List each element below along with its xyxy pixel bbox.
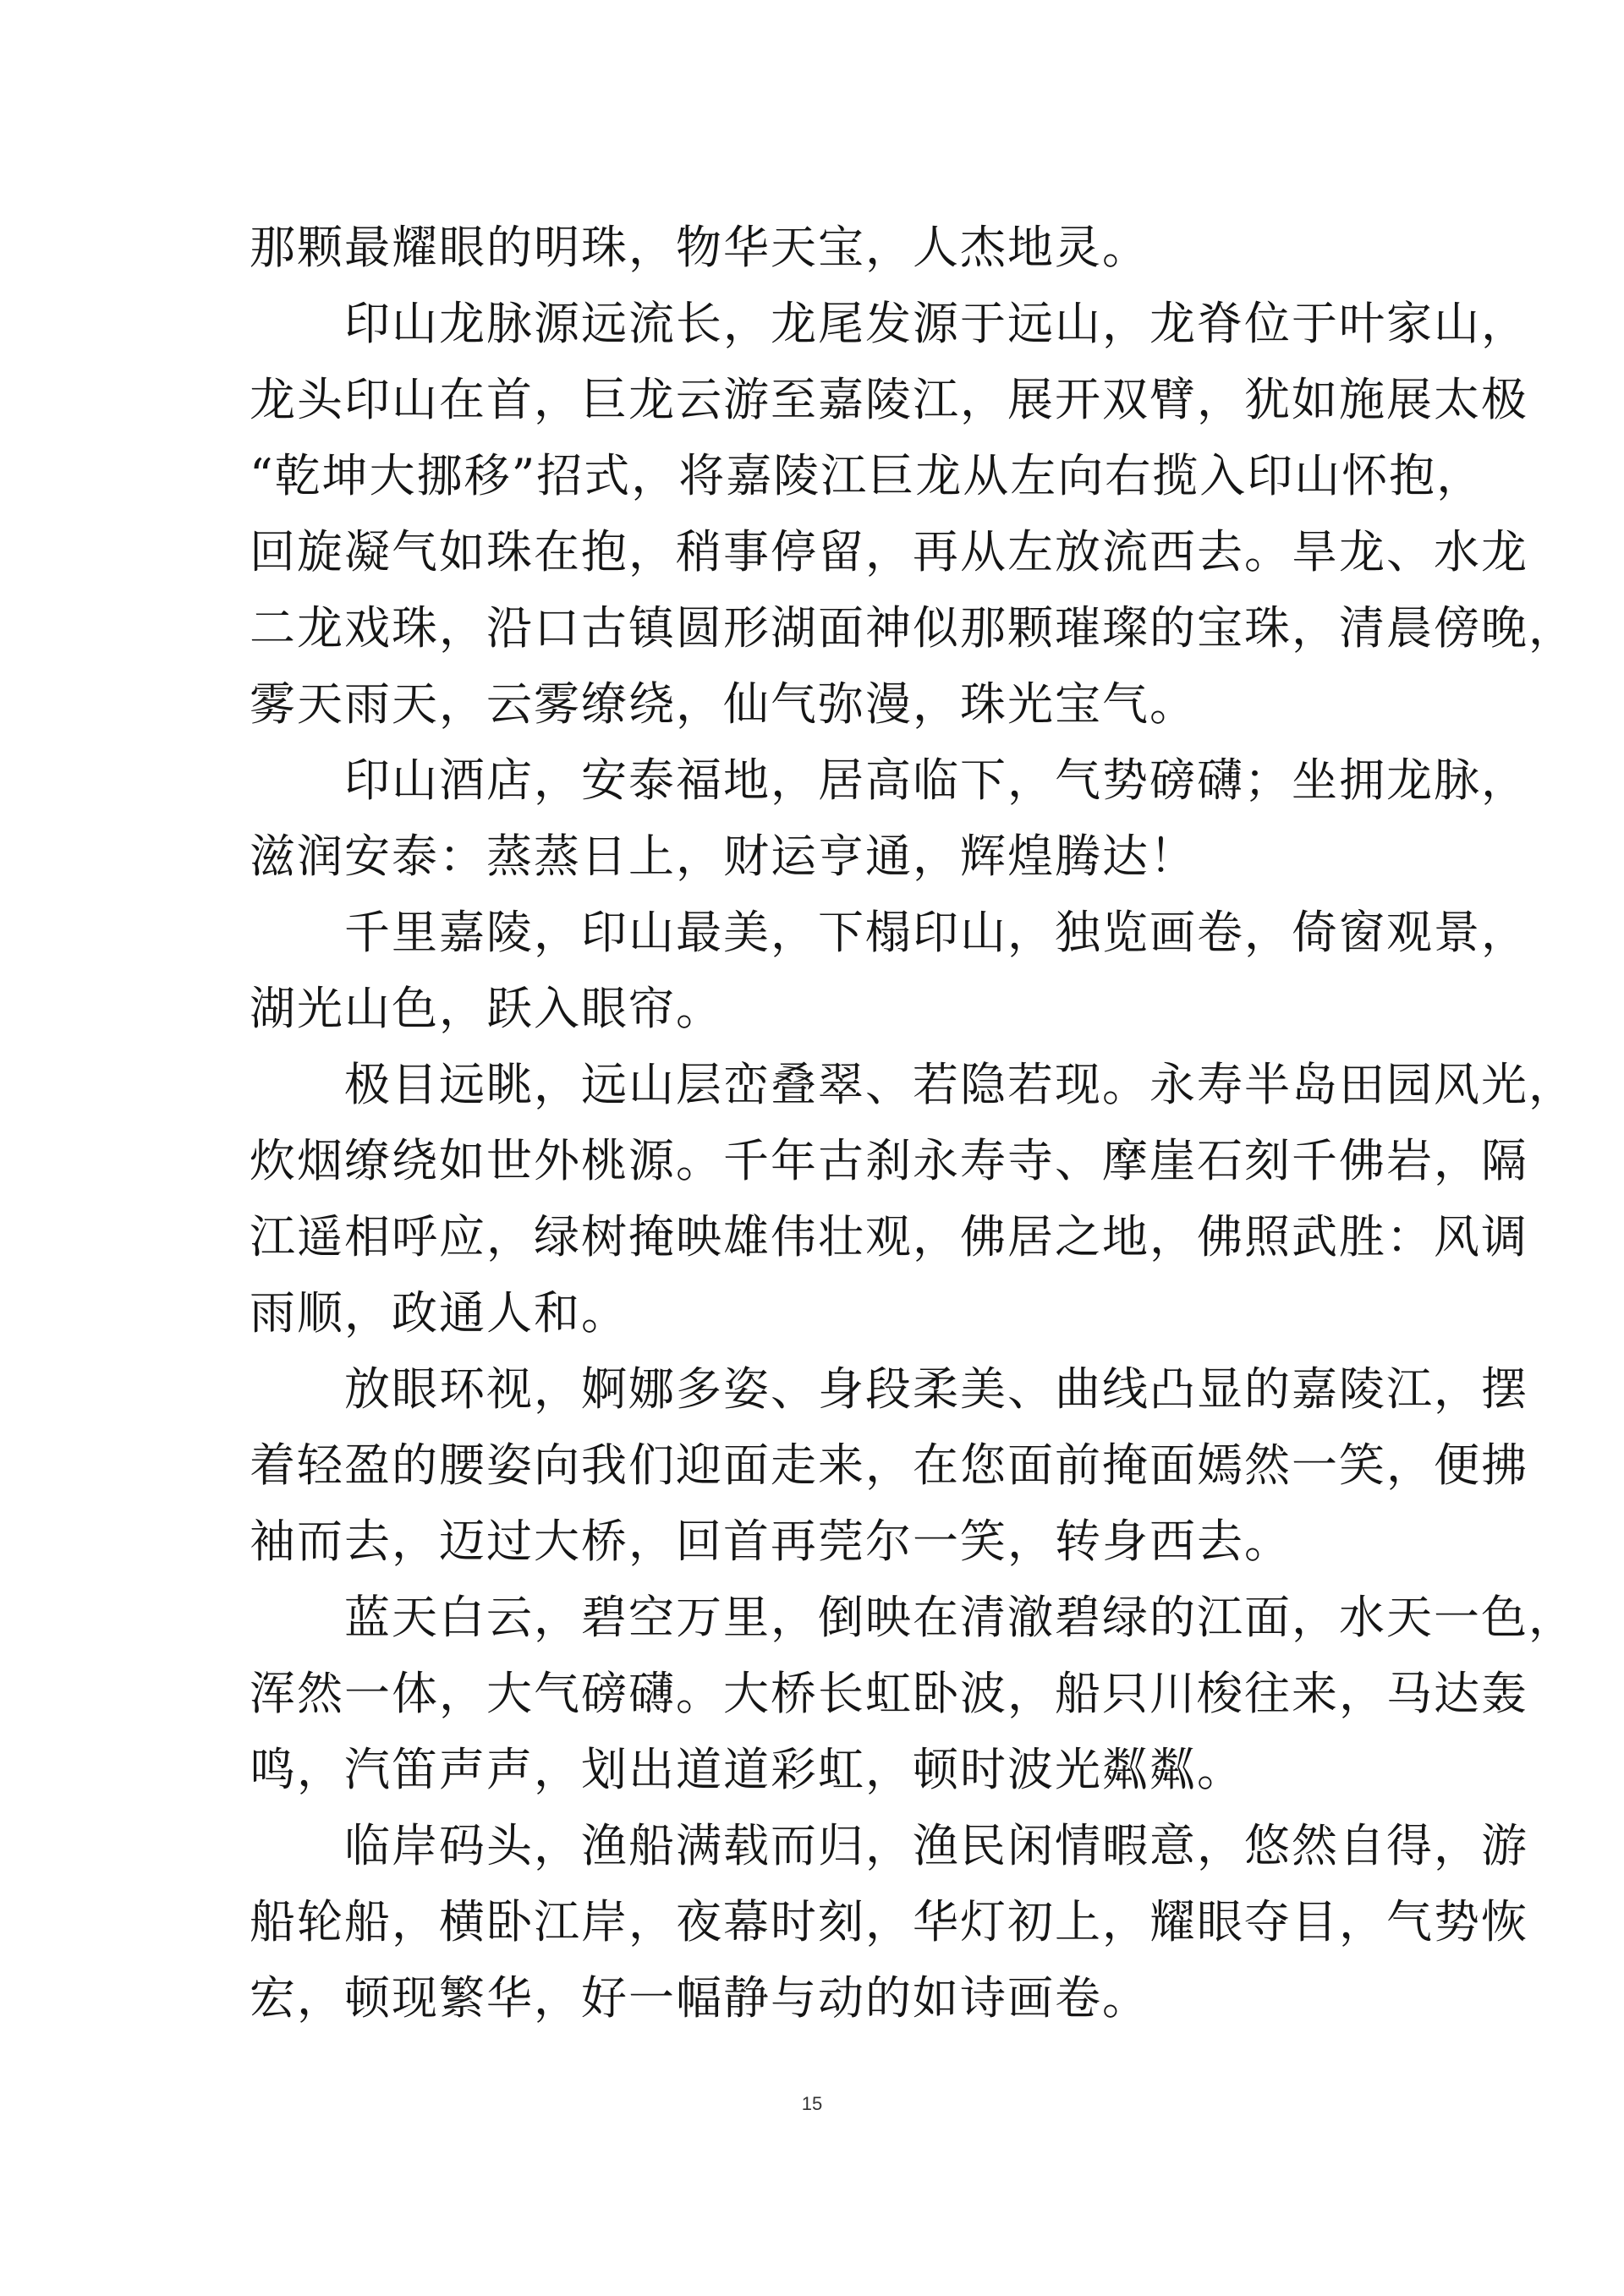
text-line: “乾坤大挪移”招式，将嘉陵江巨龙从左向右揽入印山怀抱， (250, 449, 1484, 502)
text-line: 鸣，汽笛声声，划出道道彩虹，顿时波光粼粼。 (250, 1743, 1244, 1796)
text-line: 二龙戏珠，沿口古镇圆形湖面神似那颗璀璨的宝珠，清晨傍晚， (250, 601, 1576, 655)
text-line: 雾天雨天，云雾缭绕，仙气弥漫，珠光宝气。 (250, 677, 1197, 731)
text-line: 那颗最耀眼的明珠，物华天宝，人杰地灵。 (250, 221, 1149, 274)
text-line: 船轮船，横卧江岸，夜幕时刻，华灯初上，耀眼夺目，气势恢 (250, 1895, 1528, 1948)
body-text (250, 210, 1576, 2036)
paragraph-first-line: 蓝天白云，碧空万里，倒映在清澈碧绿的江面，水天一色， (344, 1591, 1576, 1644)
text-line: 炊烟缭绕如世外桃源。千年古刹永寿寺、摩崖石刻千佛岩，隔 (250, 1134, 1528, 1187)
text-line: 龙头印山在首，巨龙云游至嘉陵江，展开双臂，犹如施展太极 (250, 373, 1528, 426)
paragraph-first-line: 千里嘉陵，印山最美，下榻印山，独览画卷，倚窗观景， (344, 906, 1528, 959)
paragraph-first-line: 印山龙脉源远流长，龙尾发源于远山，龙脊位于叶家山， (344, 297, 1528, 350)
text-line: 江遥相呼应，绿树掩映雄伟壮观，佛居之地，佛照武胜：风调 (250, 1210, 1528, 1263)
text-line: 滋润安泰：蒸蒸日上，财运亨通，辉煌腾达！ (250, 830, 1197, 883)
paragraph-first-line: 放眼环视，婀娜多姿、身段柔美、曲线凸显的嘉陵江，摆 (344, 1362, 1528, 1416)
paragraph-first-line: 极目远眺，远山层峦叠翠、若隐若现。永寿半岛田园风光， (344, 1058, 1576, 1111)
page-number: 15 (801, 2093, 823, 2114)
paragraph-first-line: 临岸码头，渔船满载而归，渔民闲情暇意，悠然自得，游 (344, 1819, 1528, 1872)
text-line: 宏，顿现繁华，好一幅静与动的如诗画卷。 (250, 1971, 1149, 2025)
paragraph-first-line: 印山酒店，安泰福地，居高临下，气势磅礴；坐拥龙脉， (344, 753, 1528, 807)
text-line: 浑然一体，大气磅礴。大桥长虹卧波，船只川梭往来，马达轰 (250, 1667, 1528, 1720)
text-line: 湖光山色，跃入眼帘。 (250, 982, 723, 1035)
text-line: 袖而去，迈过大桥，回首再莞尔一笑，转身西去。 (250, 1515, 1292, 1568)
text-line: 着轻盈的腰姿向我们迎面走来，在您面前掩面嫣然一笑，便拂 (250, 1438, 1528, 1492)
text-line: 雨顺，政通人和。 (250, 1286, 628, 1340)
text-line: 回旋凝气如珠在抱，稍事停留，再从左放流西去。旱龙、水龙 (250, 525, 1528, 578)
